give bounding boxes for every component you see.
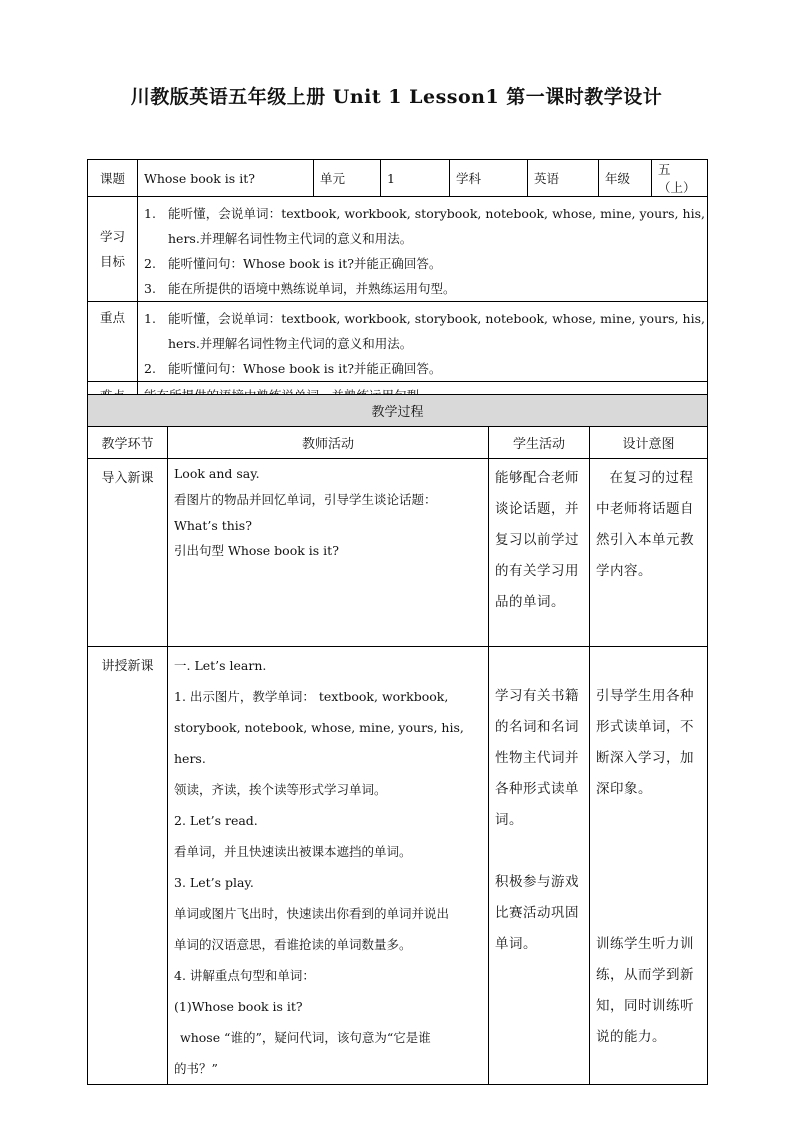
student-activity-text: 积极参与游戏比赛活动巩固单词。: [495, 874, 579, 952]
objective-item: 1. 能听懂，会说单词：textbook, workbook, storybook, notebook, whose, mine, yours, his, hers.并理解名词性物主代词的意义和用法。: [144, 206, 705, 246]
teaching-process-table: [87, 394, 708, 1085]
teacher-line: 3. Let’s play.: [174, 875, 254, 890]
teacher-line: 看单词，并且快速读出被课本遮挡的单词。: [174, 844, 412, 859]
topic-value: Whose book is it?: [138, 160, 314, 197]
teacher-activity-new-lesson: [168, 647, 489, 1085]
unit-label: 单元: [314, 160, 381, 197]
header-student: 学生活动: [489, 427, 590, 459]
subject-label: 学科: [450, 160, 528, 197]
grade-value: 五（上）: [652, 160, 708, 197]
student-activity-text: 学习有关书籍的名词和名词性物主代词并各种形式读单词。: [495, 688, 579, 828]
teacher-activity-intro: [168, 459, 489, 647]
student-activity-intro: 能够配合老师谈论话题，并复习以前学过的有关学习用品的单词。: [489, 459, 590, 647]
design-intent-intro: 在复习的过程中老师将话题自然引入本单元教学内容。: [590, 459, 708, 647]
teacher-line: 单词的汉语意思，看谁抢读的单词数量多。: [174, 937, 412, 952]
stage-intro: 导入新课: [88, 459, 168, 647]
objective-item: 3. 能在所提供的语境中熟练说单词，并熟练运用句型。: [144, 281, 456, 296]
teacher-line: What’s this?: [174, 518, 252, 533]
teacher-line: 看图片的物品并回忆单词，引导学生谈论话题：: [174, 492, 437, 507]
teacher-line: 单词或图片飞出时，快速读出你看到的单词并说出: [174, 906, 450, 921]
stage-new-lesson: 讲授新课: [88, 647, 168, 1085]
unit-value: 1: [381, 160, 450, 197]
teacher-line: storybook, notebook, whose, mine, yours, his, hers.: [174, 720, 464, 766]
document-title: 川教版英语五年级上册 Unit 1 Lesson1 第一课时教学设计: [130, 86, 663, 108]
teacher-line: whose “谁的”，疑问代词，该句意为“它是谁: [180, 1030, 431, 1045]
teacher-line: (1)Whose book is it?: [174, 999, 303, 1014]
teacher-line: 4. 讲解重点句型和单词：: [174, 968, 315, 983]
header-stage: 教学环节: [88, 427, 168, 459]
teacher-line: Look and say.: [174, 466, 260, 481]
design-intent-text: 引导学生用各种形式读单词，不断深入学习，加深印象。: [596, 688, 694, 797]
teacher-line: 一. Let’s learn.: [174, 658, 267, 673]
objectives-label: [88, 197, 138, 302]
teacher-line: 的书？”: [174, 1061, 218, 1076]
lesson-info-table: [87, 159, 708, 409]
header-teacher: 教师活动: [168, 427, 489, 459]
key-point-item: 2. 能听懂问句：Whose book is it?并能正确回答。: [144, 361, 442, 376]
header-intent: 设计意图: [590, 427, 708, 459]
objective-item: 2. 能听懂问句：Whose book is it?并能正确回答。: [144, 256, 442, 271]
teacher-line: 领读，齐读，挨个读等形式学习单词。: [174, 782, 387, 797]
key-point-item: 1. 能听懂，会说单词：textbook, workbook, storybook, notebook, whose, mine, yours, his, hers.并理解名词性物主代词的意义和用法。: [144, 311, 705, 351]
student-activity-new-lesson: [489, 647, 590, 1085]
design-intent-text: 训练学生听力训练，从而学到新知，同时训练听说的能力。: [596, 936, 694, 1045]
teacher-line: 2. Let’s read.: [174, 813, 258, 828]
teacher-line: 引出句型 Whose book is it?: [174, 543, 339, 558]
topic-label: 课题: [88, 160, 138, 197]
teacher-line: 1. 出示图片，教学单词： textbook, workbook,: [174, 689, 449, 704]
process-band-title: 教学过程: [88, 395, 708, 427]
objectives-label-line-1: 学习: [99, 229, 125, 244]
key-points-label: 重点: [88, 302, 138, 382]
objectives-label-line-2: 目标: [99, 254, 125, 269]
grade-label: 年级: [599, 160, 652, 197]
objectives-content: [138, 197, 708, 302]
design-intent-new-lesson: [590, 647, 708, 1085]
key-points-content: [138, 302, 708, 382]
subject-value: 英语: [528, 160, 599, 197]
